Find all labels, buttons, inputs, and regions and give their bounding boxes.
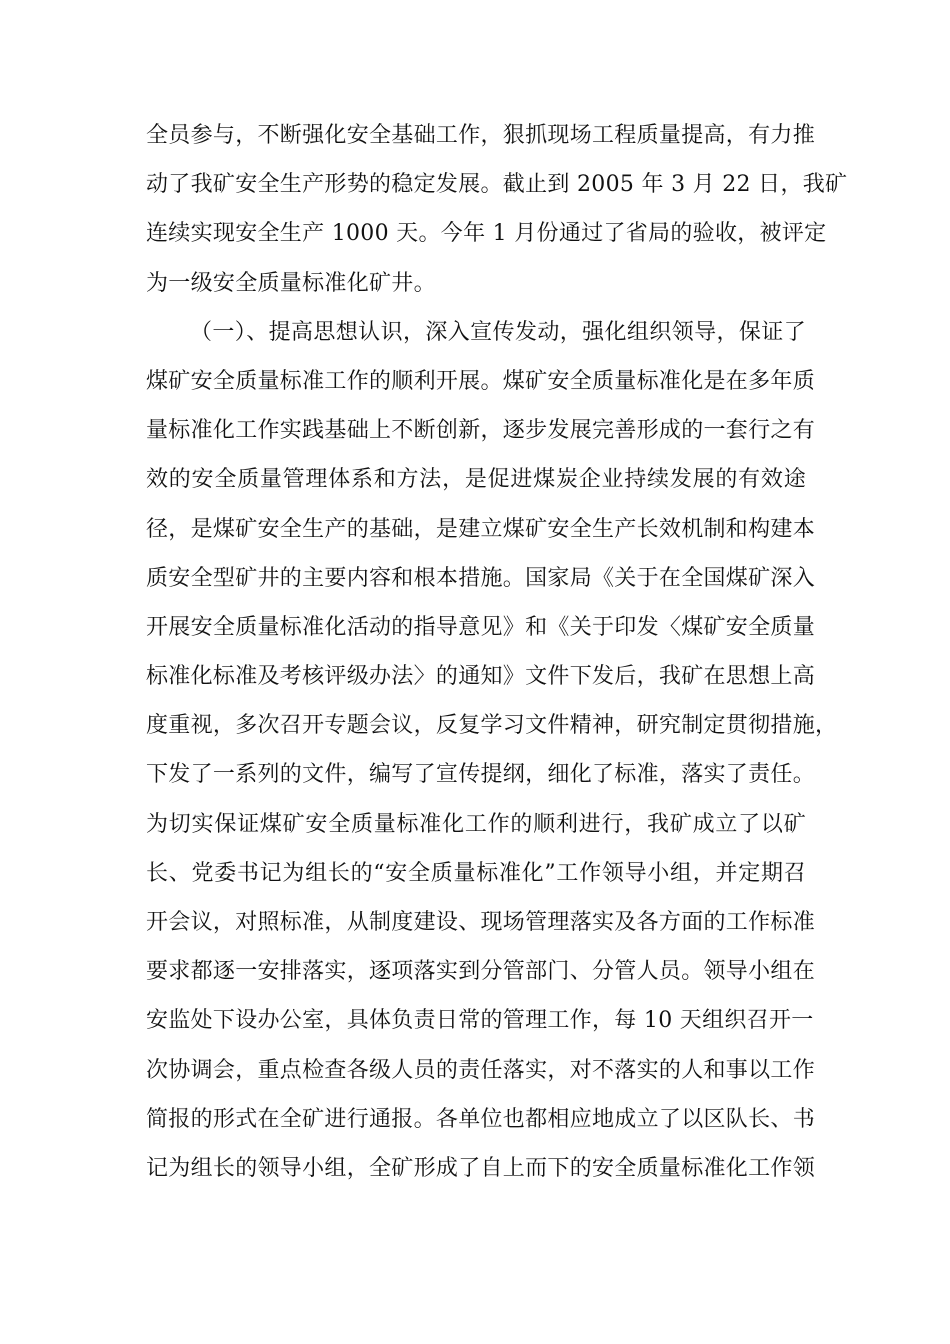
text-line: 质安全型矿井的主要内容和根本措施。国家局《关于在全国煤矿深入 <box>146 565 816 591</box>
body-text <box>146 111 848 1193</box>
text-line: 标准化标准及考核评级办法〉的通知》文件下发后，我矿在思想上高 <box>146 664 816 690</box>
text-line: 安监处下设办公室，具体负责日常的管理工作，每 10 天组织召开一 <box>146 1008 814 1034</box>
text-line: 为切实保证煤矿安全质量标准化工作的顺利进行，我矿成立了以矿 <box>146 811 806 837</box>
text-line: 次协调会，重点检查各级人员的责任落实，对不落实的人和事以工作 <box>146 1057 816 1083</box>
section-heading-line: （一）、提高思想认识，深入宣传发动，强化组织领导，保证了 <box>190 319 806 345</box>
text-line: 动了我矿安全生产形势的稳定发展。截止到 2005 年 3 月 22 日，我矿 <box>146 172 848 198</box>
text-line: 为一级安全质量标准化矿井。 <box>146 270 436 296</box>
text-line: 简报的形式在全矿进行通报。各单位也都相应地成立了以区队长、书 <box>146 1106 816 1132</box>
text-line: 量标准化工作实践基础上不断创新，逐步发展完善形成的一套行之有 <box>146 418 816 444</box>
text-line: 全员参与，不断强化安全基础工作，狠抓现场工程质量提高，有力推 <box>146 123 816 148</box>
text-line: 开会议，对照标准，从制度建设、现场管理落实及各方面的工作标准 <box>146 910 816 935</box>
text-line: 长、党委书记为组长的“安全质量标准化”工作领导小组，并定期召 <box>146 860 806 886</box>
text-line: 度重视，多次召开专题会议，反复学习文件精神，研究制定贯彻措施， <box>146 713 838 739</box>
text-line: 煤矿安全质量标准工作的顺利开展。煤矿安全质量标准化是在多年质 <box>146 368 816 394</box>
text-line: 下发了一系列的文件，编写了宣传提纲，细化了标准，落实了责任。 <box>146 762 816 788</box>
text-line: 开展安全质量标准化活动的指导意见》和《关于印发〈煤矿安全质量 <box>146 614 816 640</box>
text-line: 连续实现安全生产 1000 天。今年 1 月份通过了省局的验收，被评定 <box>146 221 827 247</box>
text-line: 径，是煤矿安全生产的基础，是建立煤矿安全生产长效机制和构建本 <box>146 516 816 542</box>
text-line: 效的安全质量管理体系和方法，是促进煤炭企业持续发展的有效途 <box>146 467 806 493</box>
text-line: 记为组长的领导小组，全矿形成了自上而下的安全质量标准化工作领 <box>146 1155 816 1181</box>
text-line: 要求都逐一安排落实，逐项落实到分管部门、分管人员。领导小组在 <box>146 959 816 985</box>
